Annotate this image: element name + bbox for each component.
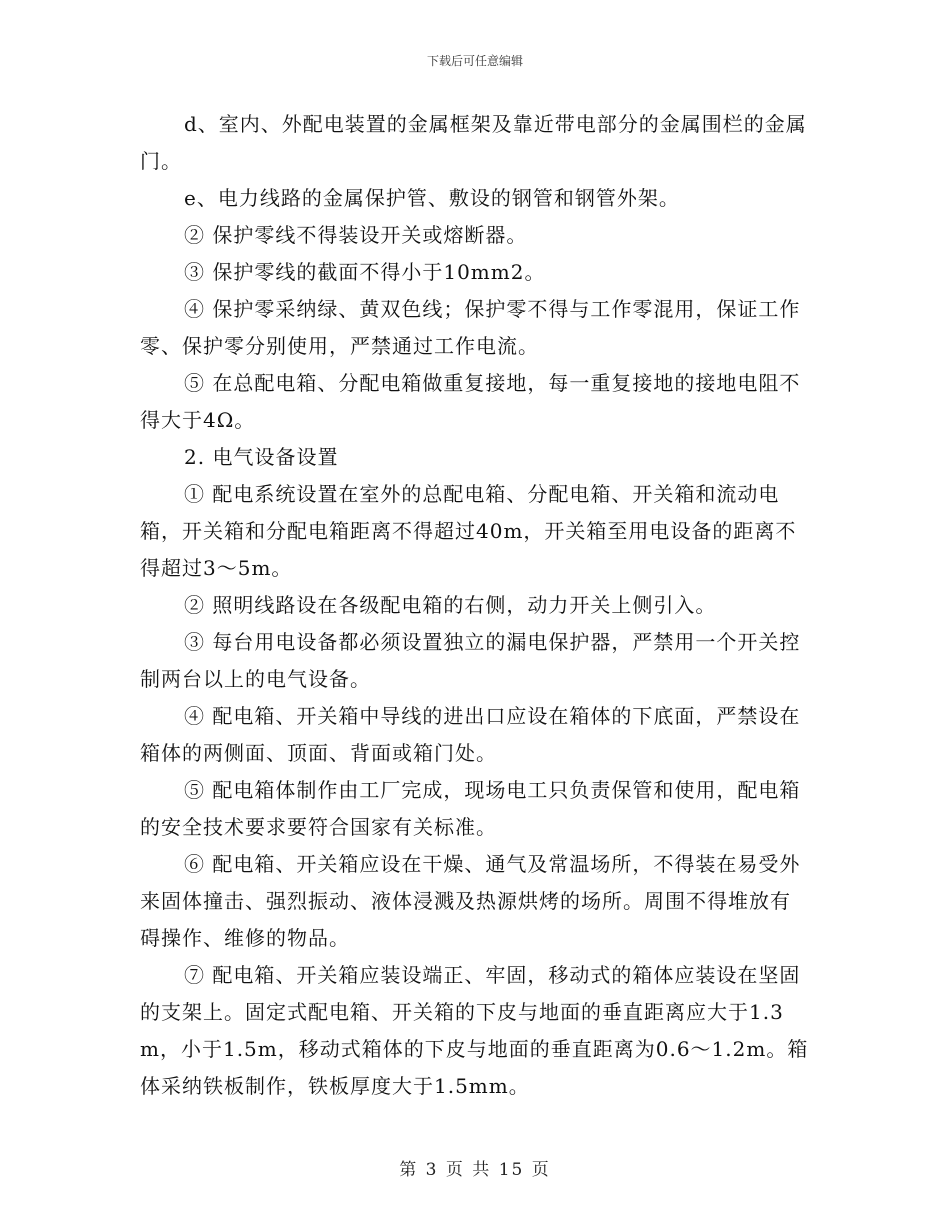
document-body <box>140 106 810 1105</box>
page-header: 下载后可任意编辑 <box>426 54 523 68</box>
paragraph-box-location: ⑥ 配电箱、开关箱应设在干燥、通气及常温场所，不得装在易受外来固体撞击、强烈振动、液体浸溅及热源烘烤的场所。周围不得堆放有碍操作、维修的物品。 <box>140 852 801 950</box>
paragraph-leakage-protector: ③ 每台用电设备都必须设置独立的漏电保护器，严禁用一个开关控制两台以上的电气设备。 <box>140 630 801 691</box>
paragraph-pe-color: ④ 保护零采纳绿、黄双色线；保护零不得与工作零混用，保证工作零、保护零分别使用，严禁通过工作电流。 <box>140 297 801 358</box>
paragraph-e-protective-pipes: e、电力线路的金属保护管、敷设的钢管和钢管外架。 <box>184 186 680 210</box>
paragraph-box-installation: ⑦ 配电箱、开关箱应装设端正、牢固，移动式的箱体应装设在坚固的支架上。固定式配电箱、开关箱的下皮与地面的垂直距离应大于1.3m，小于1.5m，移动式箱体的下皮与地面的垂直距离为0.6～1.2m。箱体采纳铁板制作，铁板厚度大于1.5mm。 <box>140 963 809 1098</box>
section-heading-equipment: 2. 电气设备设置 <box>184 445 339 469</box>
paragraph-repeat-grounding: ⑤ 在总配电箱、分配电箱做重复接地，每一重复接地的接地电阻不得大于4Ω。 <box>140 371 801 432</box>
paragraph-d-metal-doors: d、室内、外配电装置的金属框架及靠近带电部分的金属围栏的金属门。 <box>140 112 807 173</box>
paragraph-lighting-lines: ② 照明线路设在各级配电箱的右侧，动力开关上侧引入。 <box>184 593 717 617</box>
page-number: 第 3 页 共 15 页 <box>399 1160 551 1180</box>
paragraph-no-switch-on-pe: ② 保护零线不得装设开关或熔断器。 <box>184 223 528 247</box>
paragraph-distribution-system: ① 配电系统设置在室外的总配电箱、分配电箱、开关箱和流动电箱，开关箱和分配电箱距离不得超过40m，开关箱至用电设备的距离不得超过3～5m。 <box>140 482 797 580</box>
paragraph-cable-entry: ④ 配电箱、开关箱中导线的进出口应设在箱体的下底面，严禁设在箱体的两侧面、顶面、背面或箱门处。 <box>140 704 801 765</box>
paragraph-box-manufacture: ⑤ 配电箱体制作由工厂完成，现场电工只负责保管和使用，配电箱的安全技术要求要符合国家有关标准。 <box>140 778 801 839</box>
paragraph-pe-cross-section: ③ 保护零线的截面不得小于10mm2。 <box>184 260 546 284</box>
